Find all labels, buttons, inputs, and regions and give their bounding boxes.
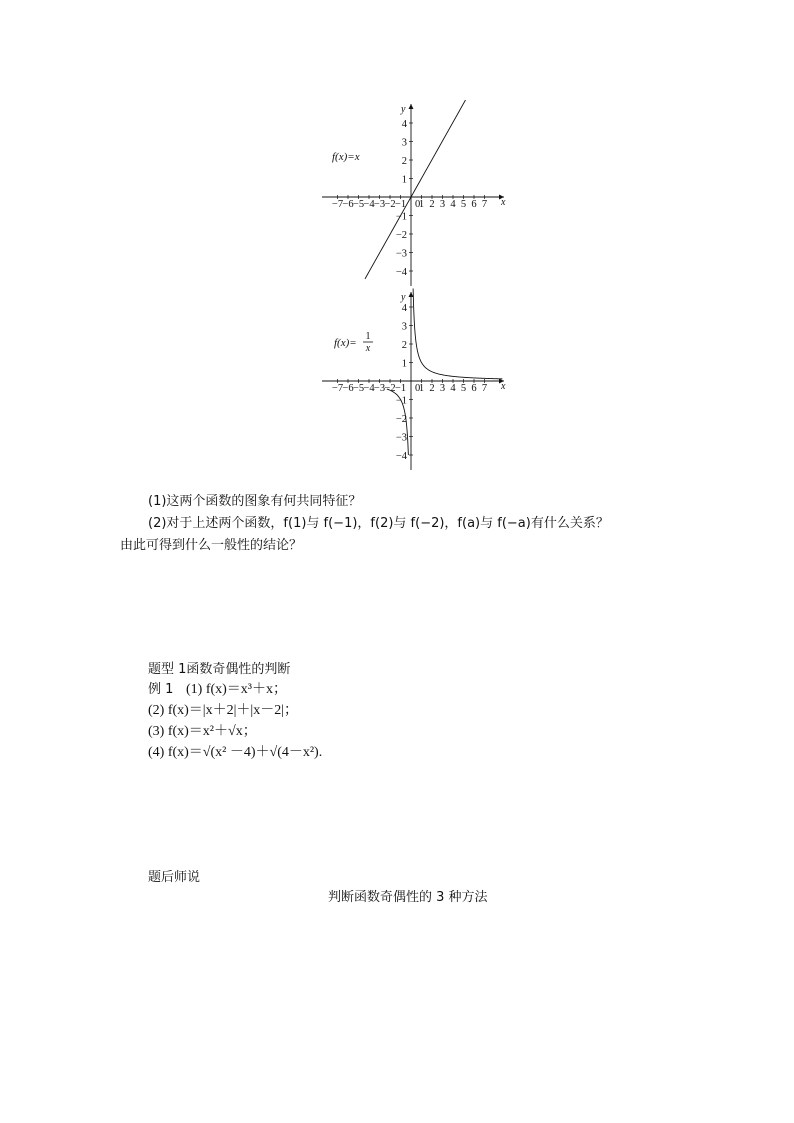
question-2: (2)对于上述两个函数，f(1)与 f(−1)，f(2)与 f(−2)，f(a)与 f(−a)有什么关系？ — [148, 516, 609, 531]
example-item-2: (2) f(x)＝|x＋2|＋|x－2|； — [148, 703, 299, 718]
graph-reciprocal-x-tick-label: −5 — [352, 383, 365, 394]
graph-reciprocal-y-tick-label: −1 — [395, 395, 407, 407]
graph-linear-x-tick-label: 2 — [429, 199, 435, 210]
graph-reciprocal-axes — [322, 289, 506, 471]
graph-reciprocal-origin-label: 0 — [415, 383, 421, 394]
graph-linear-y-tick-label: 1 — [401, 174, 407, 186]
example-item-3: (3) f(x)＝x²＋√x； — [148, 724, 257, 739]
graph-reciprocal-y-tick-label: 3 — [401, 321, 407, 333]
section-heading: 题型 1函数奇偶性的判断 — [148, 662, 291, 677]
graph-reciprocal-x-tick-label: −3 — [373, 383, 386, 394]
graph-linear-y-tick-label: 3 — [401, 137, 407, 149]
graph-linear-y-arrow — [409, 104, 414, 109]
graph-reciprocal-label-denominator: x — [365, 343, 371, 354]
graph-linear-origin-label: 0 — [415, 199, 421, 210]
graph-linear-x-axis-letter: x — [501, 197, 506, 208]
graph-reciprocal-x-tick-label: 4 — [450, 383, 456, 394]
graph-reciprocal — [310, 288, 510, 473]
graph-linear-x-tick-label: −4 — [363, 199, 375, 210]
graph-reciprocal-y-tick-label: 2 — [401, 340, 407, 351]
question-1: (1)这两个函数的图象有何共同特征？ — [148, 494, 362, 509]
graph-linear-y-axis-letter: y — [401, 104, 406, 115]
graph-linear-x-tick-label: 3 — [439, 199, 446, 210]
graph-linear-y-tick-label: 4 — [401, 119, 407, 130]
graph-reciprocal-label-numerator: 1 — [365, 331, 371, 342]
graph-reciprocal-x-tick-label: 5 — [460, 383, 467, 394]
graph-linear-x-tick-label: −3 — [373, 199, 386, 210]
graph-reciprocal-x-tick-label: −1 — [394, 383, 407, 394]
graph-reciprocal-y-arrow — [409, 292, 414, 297]
graph-reciprocal-y-tick-label: 1 — [401, 358, 407, 370]
graph-linear-curve — [365, 100, 466, 279]
graph-reciprocal-curve-right — [413, 289, 502, 379]
graph-linear-y-tick-label: −2 — [395, 230, 407, 241]
graph-reciprocal-x-tick-label: 1 — [418, 383, 425, 394]
graph-reciprocal-x-tick-label: −2 — [384, 383, 396, 394]
graph-linear-x-tick-label: −7 — [331, 199, 344, 210]
graph-reciprocal-x-tick-label: 2 — [429, 383, 435, 394]
graph-reciprocal-x-tick-label: 7 — [481, 383, 488, 394]
example-item-1: (1) f(x)＝x³＋x； — [186, 682, 288, 697]
question-2-continuation: 由此可得到什么一般性的结论？ — [120, 538, 303, 553]
graph-linear-y-tick-label: −4 — [395, 267, 407, 278]
graph-linear-x-tick-label: −5 — [352, 199, 365, 210]
graph-reciprocal-x-tick-label: −4 — [363, 383, 375, 394]
graph-reciprocal-y-tick-label: 4 — [401, 303, 407, 314]
graph-linear — [310, 100, 510, 290]
graph-linear-function-label: f(x)=x — [332, 151, 360, 163]
graph-reciprocal-x-tick-label: −7 — [331, 383, 344, 394]
graph-linear-y-tick-label: −1 — [395, 211, 407, 223]
graph-linear-y-tick-label: −3 — [395, 248, 407, 260]
example-item-4: (4) f(x)＝√(x² －4)＋√(4－x²). — [148, 745, 323, 760]
notes-heading: 题后师说 — [148, 870, 201, 885]
graph-reciprocal-x-axis-letter: x — [501, 381, 506, 392]
graph-linear-x-tick-label: 5 — [460, 199, 467, 210]
notes-subheading: 判断函数奇偶性的 3 种方法 — [328, 890, 488, 905]
graph-reciprocal-x-tick-label: −6 — [342, 383, 354, 394]
graph-linear-x-tick-label: 4 — [450, 199, 456, 210]
graph-reciprocal-label-prefix: f(x)= — [334, 337, 357, 349]
example-label: 例 1 — [148, 682, 174, 697]
graph-reciprocal-y-axis-letter: y — [401, 292, 406, 303]
graph-linear-x-tick-label: −2 — [384, 199, 396, 210]
graph-reciprocal-y-tick-label: −3 — [395, 432, 407, 444]
graph-reciprocal-y-tick-label: −4 — [395, 451, 407, 462]
graph-linear-x-tick-label: 6 — [471, 199, 477, 210]
graph-linear-x-tick-label: 7 — [481, 199, 488, 210]
graph-reciprocal-y-tick-label: −2 — [395, 414, 407, 425]
graph-linear-y-tick-label: 2 — [401, 156, 407, 167]
graph-linear-axes — [322, 100, 506, 286]
graph-reciprocal-x-tick-label: 3 — [439, 383, 446, 394]
graph-reciprocal-x-tick-label: 6 — [471, 383, 477, 394]
graph-linear-x-tick-label: 1 — [418, 199, 425, 210]
graph-linear-x-tick-label: −6 — [342, 199, 354, 210]
graph-linear-x-tick-label: −1 — [394, 199, 407, 210]
